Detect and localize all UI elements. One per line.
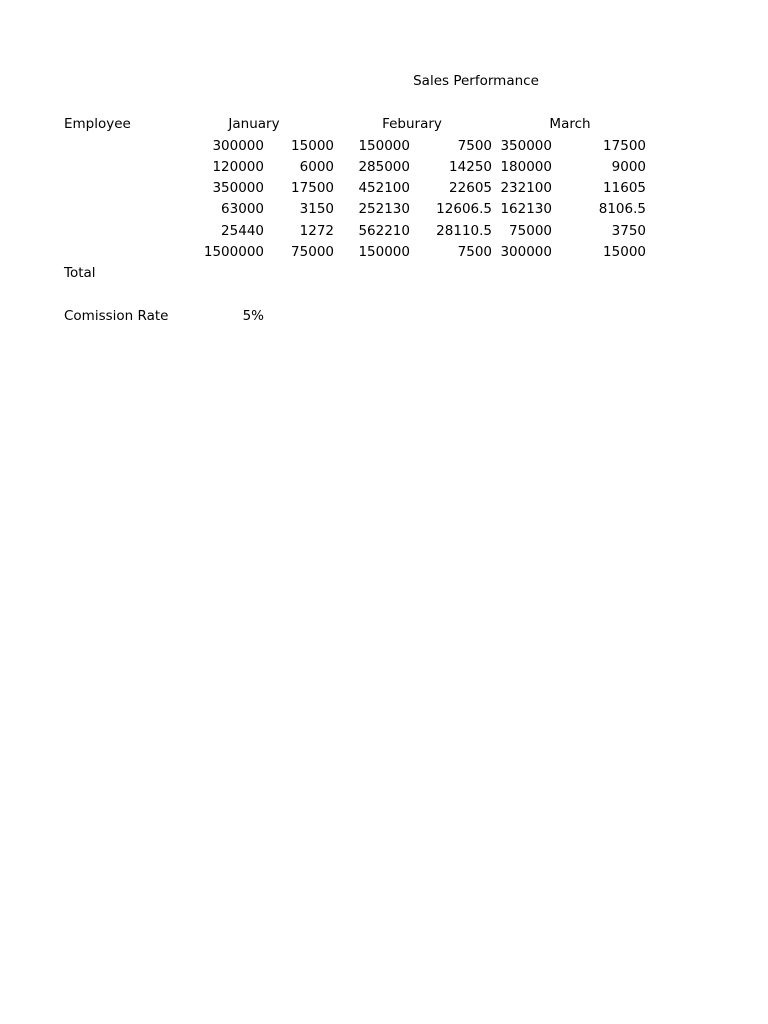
table-cell: 63000 (221, 201, 264, 218)
table-cell: 12606.5 (436, 201, 492, 218)
table-cell: 9000 (611, 158, 646, 175)
table-cell: 350000 (212, 180, 264, 197)
table-cell: 14250 (449, 158, 492, 175)
table-cell: 3750 (611, 222, 646, 239)
table-cell: 15000 (603, 244, 646, 260)
table-cell: 17500 (291, 180, 334, 197)
table-cell: 22605 (449, 180, 492, 197)
commission-rate-value: 5% (242, 308, 264, 324)
table-cell: 252130 (358, 201, 410, 218)
table-cell: 8106.5 (598, 201, 646, 218)
table-cell: 162130 (500, 201, 552, 218)
table-cell: 232100 (500, 180, 552, 197)
table-cell: 7500 (457, 244, 492, 260)
table-cell: 150000 (358, 244, 410, 260)
table-cell: 6000 (299, 158, 334, 175)
employee-header: Employee (64, 116, 131, 132)
table-cell: 15000 (291, 137, 334, 154)
table-cell: 562210 (358, 222, 410, 239)
table-cell: 350000 (500, 137, 552, 154)
table-cell: 120000 (212, 158, 264, 175)
sheet-title: Sales Performance (413, 73, 539, 89)
month-header-january: January (228, 116, 280, 132)
month-header-february: Feburary (382, 116, 442, 132)
table-cell: 17500 (603, 137, 646, 154)
table-cell: 75000 (509, 222, 552, 239)
table-cell: 1272 (299, 222, 334, 239)
month-header-march: March (549, 116, 591, 132)
total-label: Total (64, 265, 96, 281)
table-cell: 7500 (457, 137, 492, 154)
table-cell: 180000 (500, 158, 552, 175)
table-cell: 300000 (212, 137, 264, 154)
table-cell: 452100 (358, 180, 410, 197)
table-cell: 3150 (299, 201, 334, 218)
table-cell: 75000 (291, 244, 334, 260)
table-cell: 1500000 (203, 244, 264, 260)
table-cell: 300000 (500, 244, 552, 260)
table-cell: 25440 (221, 222, 264, 239)
table-cell: 11605 (603, 180, 646, 197)
commission-rate-label: Comission Rate (64, 308, 169, 324)
table-cell: 28110.5 (436, 222, 492, 239)
table-cell: 150000 (358, 137, 410, 154)
table-cell: 285000 (358, 158, 410, 175)
